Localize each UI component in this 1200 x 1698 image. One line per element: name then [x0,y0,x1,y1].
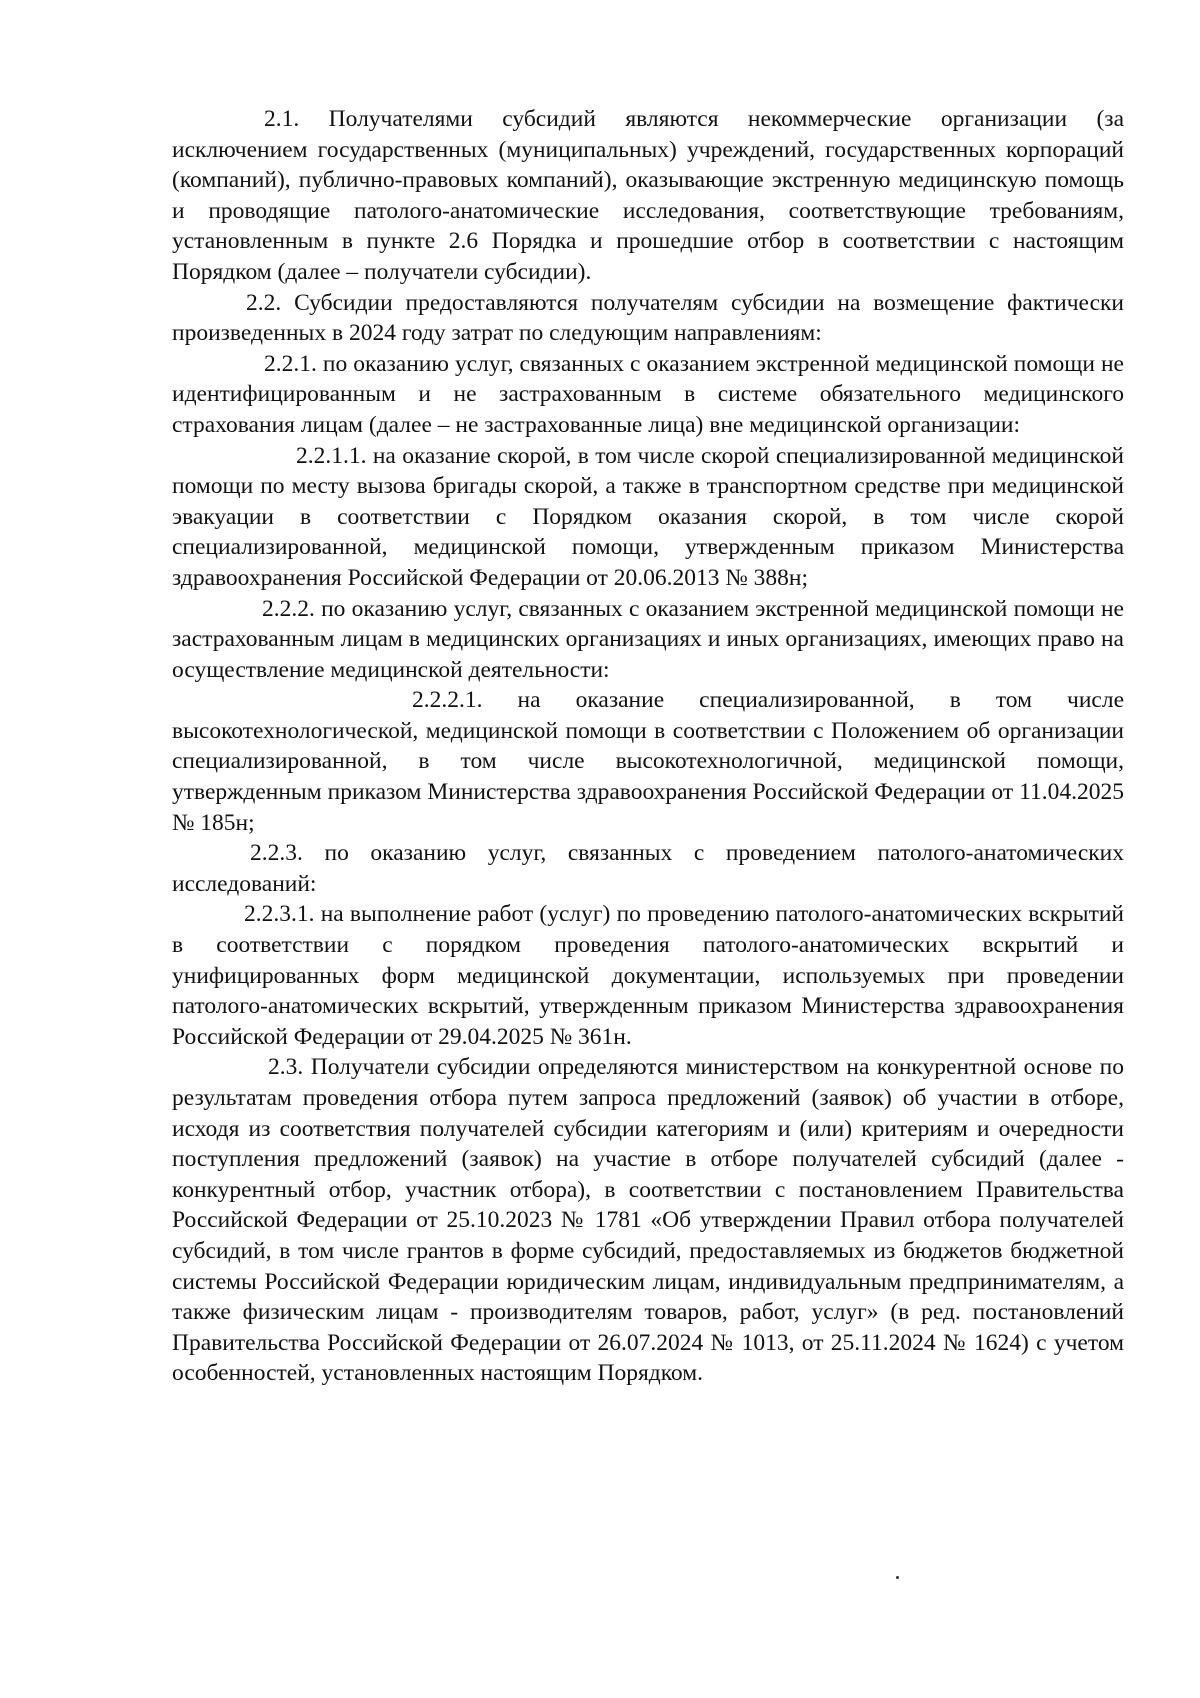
paragraph-2-2-1-1: 2.2.1.1. на оказание скорой, в том числе скорой специализированной медицинской помощи по месту вызова бригады скорой, а также в транспортном средстве при медицинской эвакуации в соответствии с Порядком оказания скорой, в том числе скорой специализированной, медицинской помощи, утвержденным приказом Министерства здравоохранения Российской Федерации от 20.06.2013 № 388н; [172,442,1124,591]
paragraph-2-2-3: 2.2.3. по оказанию услуг, связанных с проведением патолого-анатомических исследований: [172,840,1124,897]
paragraph-2-2-2: 2.2.2. по оказанию услуг, связанных с оказанием экстренной медицинской помощи не застрахованным лицам в медицинских организациях и иных организациях, имеющих право на осуществление медицинской деятельности: [172,595,1124,683]
paragraph-2-2-2-1: 2.2.2.1. на оказание специализированной, в том числе высокотехнологической, медицинской помощи в соответствии с Положением об организации специализированной, в том числе высокотехнологичной, медицинской помощи, утвержденным приказом Министерства здравоохранения Российской Федерации от 11.04.2025 № 185н; [172,687,1124,836]
paragraph-2-2-1: 2.2.1. по оказанию услуг, связанных с оказанием экстренной медицинской помощи не идентифицированным и не застрахованным в системе обязательного медицинского страхования лицам (далее – не застрахованные лица) вне медицинской организации: [172,350,1124,438]
paragraph-2-2-3-1: 2.2.3.1. на выполнение работ (услуг) по проведению патолого-анатомических вскрытий в соответствии с порядком проведения патолого-анатомических вскрытий и унифицированных форм медицинской документации, используемых при проведении патолого-анатомических вскрытий, утвержденным приказом Министерства здравоохранения Российской Федерации от 29.04.2025 № 361н. [172,901,1124,1050]
scan-speck [896,1576,899,1579]
paragraph-2-3: 2.3. Получатели субсидии определяются министерством на конкурентной основе по результатам проведения отбора путем запроса предложений (заявок) об участии в отборе, исходя из соответствия получателей субсидии категориям и (или) критериям и очередности поступления предложений (заявок) на участие в отборе получателей субсидий (далее - конкурентный отбор, участник отбора), в соответствии с постановлением Правительства Российской Федерации от 25.10.2023 № 1781 «Об утверждении Правил отбора получателей субсидий, в том числе грантов в форме субсидий, предоставляемых из бюджетов бюджетной системы Российской Федерации юридическим лицам, индивидуальным предпринимателям, а также физическим лицам - производителям товаров, работ, услуг» (в ред. постановлений Правительства Российской Федерации от 26.07.2024 № 1013, от 25.11.2024 № 1624) с учетом особенностей, установленных настоящим Порядком. [172,1054,1124,1387]
paragraph-2-1: 2.1. Получателями субсидий являются некоммерческие организации (за исключением государственных (муниципальных) учреждений, государственных корпораций (компаний), публично-правовых компаний), оказывающие экстренную медицинскую помощь и проводящие патолого-анатомические исследования, соответствующие требованиям, установленным в пункте 2.6 Порядка и прошедшие отбор в соответствии с настоящим Порядком (далее – получатели субсидии). [172,106,1124,285]
document-body [172,104,1124,1389]
paragraph-2-2: 2.2. Субсидии предоставляются получателям субсидии на возмещение фактически произведенных в 2024 году затрат по следующим направлениям: [172,289,1124,347]
